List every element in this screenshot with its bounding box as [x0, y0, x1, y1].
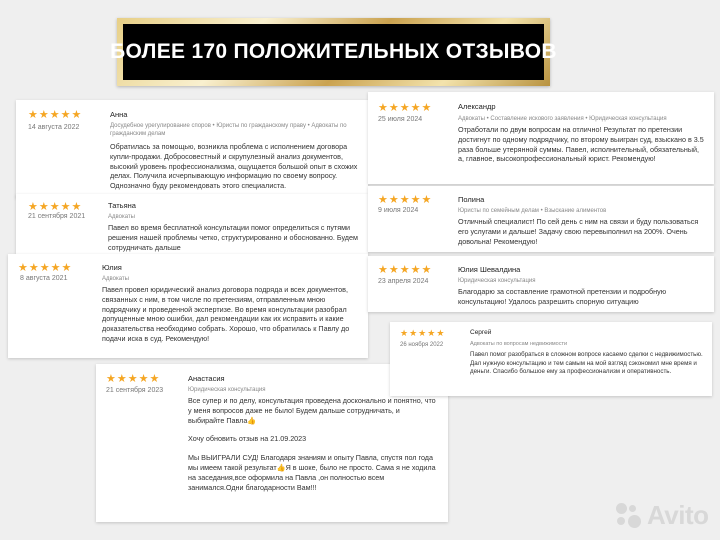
star-icon: ★ — [49, 108, 60, 121]
review-author: Юлия — [102, 263, 122, 272]
star-icon: ★ — [71, 200, 82, 213]
review-date: 26 ноября 2022 — [400, 342, 444, 348]
star-icon: ★ — [38, 200, 49, 213]
review-author: Александр — [458, 102, 496, 111]
star-icon: ★ — [149, 372, 160, 385]
review-author: Анна — [110, 110, 128, 119]
review-category: Адвокаты — [102, 276, 129, 282]
star-icon: ★ — [378, 101, 388, 114]
review-author: Юлия Шевалдина — [458, 265, 521, 274]
review-date: 21 сентября 2023 — [106, 387, 164, 394]
review-date: 21 сентября 2021 — [28, 213, 86, 220]
review-card-yulia — [8, 254, 368, 358]
star-icon: ★ — [28, 108, 38, 121]
review-text: Павел провел юридический анализ договора подряда и всех документов, связанных с ним, в том числе по претензиям, отправленным мною подрядчику и проведенной экспертизе. Во время консультации разобрал допущенные мною ошибки, дал рекомендации как их исправить и какие доказательства необходимо собрать. Хорошо, что обратилась к Павлу до подачи иска в суд. Рекомендую! — [102, 285, 350, 343]
review-author: Татьяна — [108, 201, 136, 210]
title-banner — [110, 18, 557, 86]
star-icon: ★ — [409, 329, 418, 339]
rating-stars — [400, 330, 444, 339]
review-card-yulia-shevaldina — [368, 256, 714, 312]
review-category: Адвокаты по вопросам недвижимости — [470, 341, 568, 347]
rating-stars — [28, 201, 81, 212]
star-icon: ★ — [106, 372, 116, 385]
star-icon: ★ — [18, 261, 28, 274]
star-icon: ★ — [39, 261, 50, 274]
star-icon: ★ — [71, 108, 82, 121]
star-icon: ★ — [388, 193, 399, 206]
star-icon: ★ — [60, 108, 71, 121]
rating-stars — [106, 373, 159, 384]
review-date: 9 июля 2024 — [378, 207, 419, 214]
review-category: Юридическая консультация — [458, 278, 536, 284]
star-icon: ★ — [410, 263, 421, 276]
review-paragraph: Хочу обновить отзыв на 21.09.2023 — [188, 434, 307, 444]
star-icon: ★ — [38, 108, 49, 121]
review-text: Отличный специалист! По сей день с ним на связи и буду пользоваться его услугами и дальше! Задачу свою перевыполнил на 200%. Очень довольна! Рекомендую! — [458, 217, 699, 246]
rating-stars — [378, 264, 431, 275]
review-card-sergey — [390, 322, 712, 396]
review-date: 14 августа 2022 — [28, 124, 80, 131]
star-icon: ★ — [421, 101, 432, 114]
review-card-tatyana — [16, 194, 368, 254]
star-icon: ★ — [60, 200, 71, 213]
review-category: Досудебное урегулирование споров • Юристы по гражданскому праву • Адвокаты по гражданским делам — [110, 123, 347, 137]
review-text: Благодарю за составление грамотной претензии и подробную консультацию! Удалось разрешить спорную ситуацию — [458, 287, 667, 306]
rating-stars — [378, 194, 431, 205]
review-category: Юридическая консультация — [188, 387, 266, 393]
star-icon: ★ — [388, 263, 399, 276]
star-icon: ★ — [421, 193, 432, 206]
star-icon: ★ — [49, 200, 60, 213]
star-icon: ★ — [436, 329, 445, 339]
review-text: Павел помог разобраться в сложном вопросе касаемо сделки с недвижимостью. Дал нужную консультацию и тем самым на мой взгляд сэкономил мне время и деньги. Спасибо большое ему за профессионализм и оперативность. — [470, 351, 703, 376]
title-banner-inner — [110, 24, 557, 80]
review-paragraph: Мы ВЫИГРАЛИ СУД! Благодаря знаниям и опыту Павла, спустя пол года мы имеем такой результат👍Я в шоке, было не просто. Сама я не ходила на заседания,все оформила на Павла ,он полностью всем занимался.Одни благодарности Вам!!! — [188, 453, 436, 492]
star-icon: ★ — [28, 261, 39, 274]
star-icon: ★ — [427, 329, 436, 339]
review-author: Сергей — [470, 329, 492, 336]
avito-wordmark: Avito — [647, 500, 709, 530]
review-author: Полина — [458, 195, 485, 204]
star-icon: ★ — [399, 101, 410, 114]
review-author: Анастасия — [188, 374, 225, 383]
avito-logo-icon — [616, 503, 642, 529]
review-text — [188, 396, 438, 492]
review-card-polina — [368, 186, 714, 252]
star-icon: ★ — [421, 263, 432, 276]
star-icon: ★ — [28, 200, 38, 213]
review-category: Юристы по семейным делам • Взыскание алиментов — [458, 208, 607, 214]
page-title: БОЛЕЕ 170 ПОЛОЖИТЕЛЬНЫХ ОТЗЫВОВ — [110, 40, 557, 63]
review-date: 8 августа 2021 — [20, 275, 68, 282]
star-icon: ★ — [399, 263, 410, 276]
star-icon: ★ — [400, 329, 409, 339]
rating-stars — [378, 102, 431, 113]
rating-stars — [18, 262, 71, 273]
star-icon: ★ — [418, 329, 427, 339]
review-text: Отработали по двум вопросам на отлично! Результат по претензии достигнут по одному подрядчику, по второму выигран суд, взыскано в 3.5 раза больше утерянной суммы. Павел, исполнительный, обязательный, а, главное, высокопрофессиональный юрист. Рекомендую! — [458, 125, 704, 164]
star-icon: ★ — [399, 193, 410, 206]
review-text: Павел во время бесплатной консультации помог определиться с путями решения нашей проблемы четко, структурированно и обоснованно. Будем сотрудничать дальше — [108, 223, 358, 252]
star-icon: ★ — [378, 263, 388, 276]
review-text: Обратилась за помощью, возникла проблема с исполнением договора купли-продажи. Добросовестный и скрупулезный анализ документов, высокий уровень профессионализма, ощущается большой опыт в схожих делах. Получила исчерпывающую информацию по своему вопросу. Однозначно буду рекомендовать этого специалиста. — [110, 142, 358, 191]
star-icon: ★ — [50, 261, 61, 274]
star-icon: ★ — [116, 372, 127, 385]
star-icon: ★ — [410, 193, 421, 206]
star-icon: ★ — [378, 193, 388, 206]
review-category: Адвокаты • Составление искового заявления • Юридическая консультация — [458, 116, 667, 122]
review-date: 25 июля 2024 — [378, 116, 423, 123]
star-icon: ★ — [61, 261, 72, 274]
star-icon: ★ — [127, 372, 138, 385]
star-icon: ★ — [388, 101, 399, 114]
review-card-alexandr — [368, 92, 714, 184]
rating-stars — [28, 109, 81, 120]
review-paragraph: Все супер и по делу, консультация проведена досконально и понятно, что у меня вопросов даже не было! Будем дальше сотрудничать, и выбирайте Павла👍 — [188, 396, 436, 425]
star-icon: ★ — [138, 372, 149, 385]
star-icon: ★ — [410, 101, 421, 114]
avito-watermark — [616, 500, 709, 531]
review-date: 23 апреля 2024 — [378, 278, 429, 285]
review-card-anna — [16, 100, 368, 198]
review-category: Адвокаты — [108, 214, 135, 220]
